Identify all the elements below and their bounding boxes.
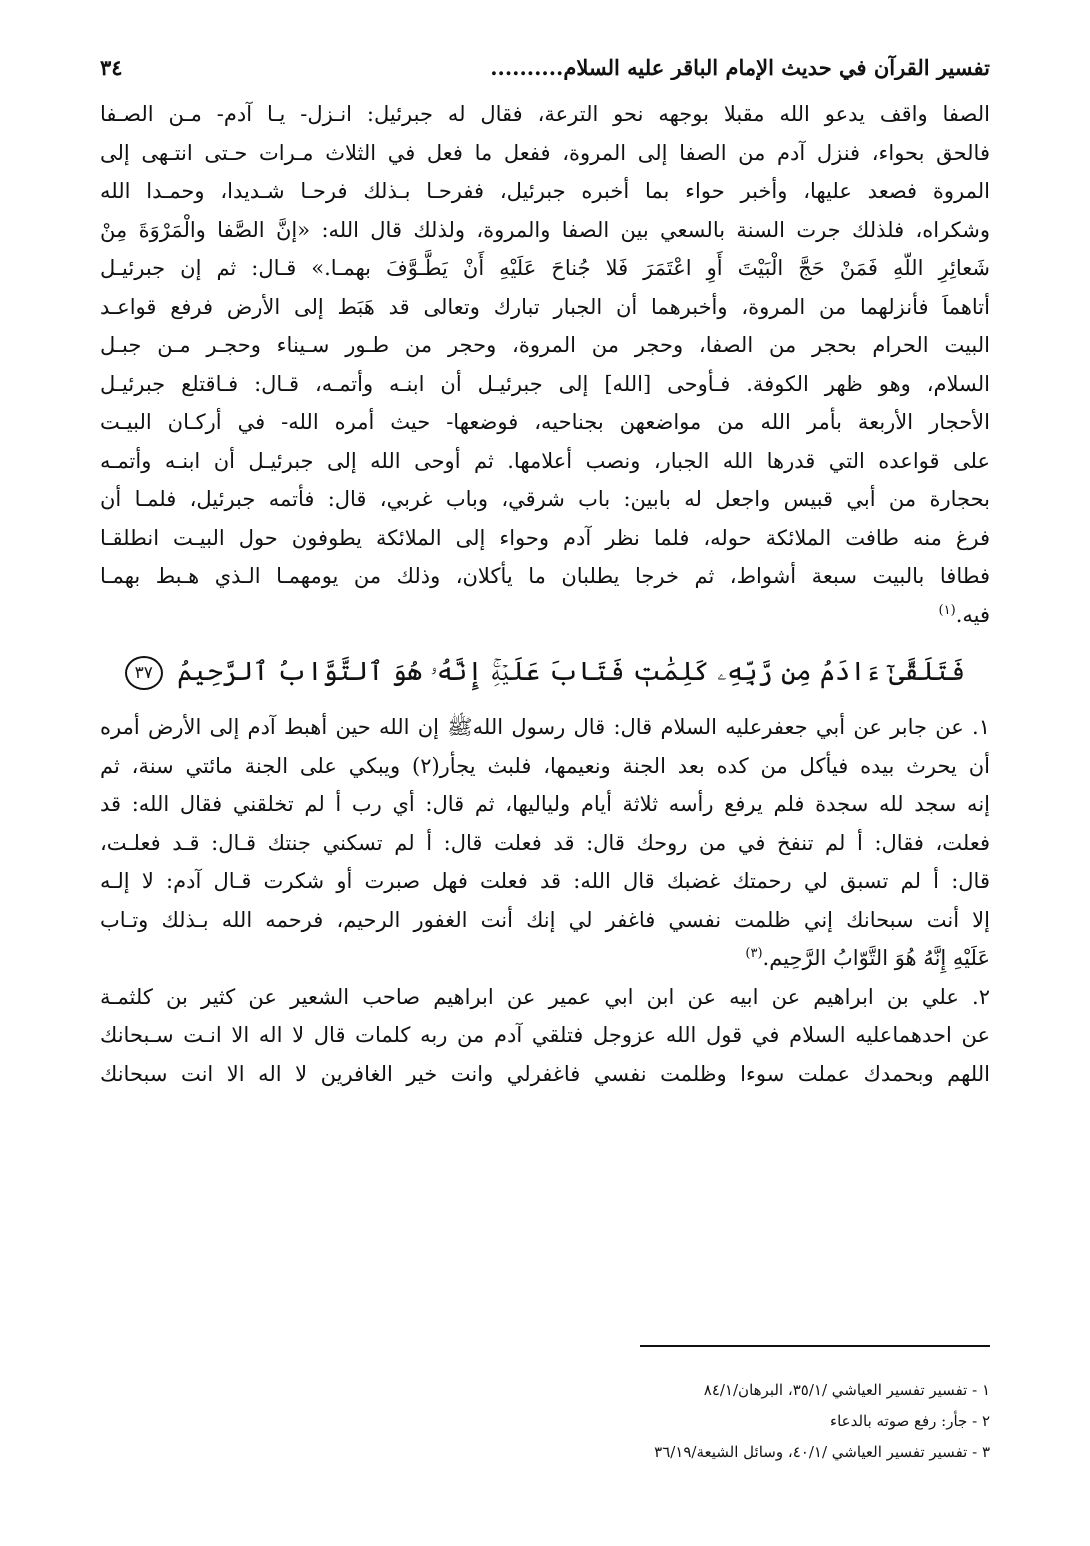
text-line: المروة فصعد عليها، وأخبر حواء بما أخبره جبرئيل، ففرحـا بـذلك فرحـا شـديدا، وحمـدا الله [100,179,990,203]
text-line: أن يحرث بيده فيأكل من كده بعد الجنة ونعيمها، فلبث يجأر(٢) ويبكي على الجنة مائتي سنة، ثم [100,753,990,778]
quran-verse [100,638,990,706]
text-line: إلا أنت سبحانك إني ظلمت نفسي فاغفر لي إنك أنت الغفور الرحيم، فرحمه الله بـذلك وتـاب [100,907,990,932]
text-line: فالحق بحواء، فنزل آدم من الصفا إلى المروة، ففعل ما فعل في الثلاث مـرات حـتى انتـهى إلى [100,140,990,165]
text-line [100,596,990,635]
paragraph-3 [100,978,990,1094]
footnote-ref-3: (٣) [745,946,763,961]
page-number: ٣٤ [100,55,123,80]
header-title [123,55,990,80]
text-line: ١. عن جابر عن أبي جعفرعليه السلام قال: قال رسول اللهﷺ إن الله حين أهبط آدم إلى الأرض أمره [100,715,990,739]
header-title-text: تفسير القرآن في حديث الإمام الباقر عليه السلام [563,55,990,80]
header-dots: .......... [490,55,564,80]
footnotes [100,1375,990,1468]
text-line: فطافا بالبيت سبعة أشواط، ثم خرجا يطلبان ما يأكلان، وذلك من يومهمـا الـذي هـبط بهمـا [100,564,990,588]
footnote-3: ٣ - تفسير تفسير العياشي /٤٠/١، وسائل الشيعة/٣٦/١٩ [654,1443,990,1461]
text-line: أتاهماَ فأنزلهما من المروة، وأخبرهما أن الجبار تبارك وتعالى قد هَبَط إلى الأرض فرفع قواعـد [100,294,990,319]
text-line: إنه سجد لله سجدة فلم يرفع رأسه ثلاثة أيام ولياليها، ثم قال: أي رب أ لم تخلقني فقال الله: قد [100,792,990,816]
ayah-number: ٣٧ [125,656,163,690]
running-header [100,55,990,95]
paragraph-2-end: عَلَيْهِ إِنَّهُ هُوَ التَّوّابُ الرَّحِيم. [762,946,990,970]
paragraph-1-end: فيه. [955,602,990,627]
footnote-separator [640,1345,990,1347]
text-line: فعلت، فقال: أ لم تنفخ في من روحك قال: قد فعلت قال: أ لم تسكني جنتك قـال: قـد فعلـت، [100,830,990,855]
text-line: وشكراه، فلذلك جرت السنة بالسعي بين الصفا والمروة، ولذلك قال الله: «إنَّ الصَّفا والْمَرْوَةَ مِنْ [100,217,990,242]
text-line: على قواعده التي قدرها الله الجبار، ونصب أعلامها. ثم أوحى الله إلى جبرئيـل أن ابنـه وأتمـه [100,448,990,473]
text-line: ٢. علي بن ابراهيم عن ابيه عن ابن ابي عمير عن ابراهيم صاحب الشعير عن كثير بن كلثمـة [100,984,990,1009]
text-line: الصفا واقف يدعو الله مقبلا بوجهه نحو الترعة، فقال له جبرئيل: انـزل- يـا آدم- مـن الصـفا [100,102,990,126]
footnote-1: ١ - تفسير تفسير العياشي /٣٥/١، البرهان/٨٤/١ [703,1381,990,1399]
paragraph-1 [100,95,990,634]
page [100,55,990,1495]
text-line: عن احدهماعليه السلام في قول الله عزوجل فتلقي آدم من ربه كلمات قال لا اله الا انـت سـبحانك [100,1023,990,1047]
text-line: الأحجار الأربعة بأمر الله من مواضعهن بجناحيه، فوضعها- حيث أمره الله- في أركـان البيـت [100,410,990,434]
text-line: البيت الحرام بحجر من الصفا، وحجر من المروة، وحجر من طـور سـيناء وحجـر مـن جبـل [100,333,990,357]
text-line: شَعائِرِ اللّهِ فَمَنْ حَجَّ الْبَيْتَ أَوِ اعْتَمَرَ فَلا جُناحَ عَلَيْهِ أَنْ يَطَّـوَّفَ بهمـا.» قـال: ثم إن جبرئيـل [100,256,990,280]
footnote-2: ٢ - جأر: رفع صوته بالدعاء [830,1412,990,1430]
footnote-ref-1: (١) [938,602,956,618]
text-line: قال: أ لم تسبق لي رحمتك غضبك قال الله: قد فعلت فهل صبرت أو شكرت قـال آدم: لا إلـه [100,869,990,893]
text-line [100,939,990,978]
text-line: بحجارة من أبي قبيس واجعل له بابين: باب شرقي، وباب غربي، قال: فأتمه جبرئيل، فلمـا أن [100,487,990,511]
text-line: اللهم وبحمدك عملت سوءا وظلمت نفسي فاغفرلي وانت خير الغافرين لا اله الا انت سبحانك [100,1061,990,1086]
text-line: السلام، وهو ظهر الكوفة. فـأوحى [الله] إلى جبرئيـل أن ابنـه وأتمـه، قـال: فـاقتلع جبرئيـل [100,371,990,396]
text-line: فرغ منه طافت الملائكة حوله، فلما نظر آدم وحواء إلى الملائكة يطوفون حول البيـت انطلقـا [100,525,990,550]
paragraph-2 [100,708,990,978]
verse-text: فَتَلَقَّىٰٓ ءَادَمُ مِن رَّبِّهِۦ كَلِمَٰتٖ فَتَابَ عَلَيۡهِۚ إِنَّهُۥ هُوَ ٱلتَّوَّابُ ٱلرَّحِيمُ [177,657,966,687]
